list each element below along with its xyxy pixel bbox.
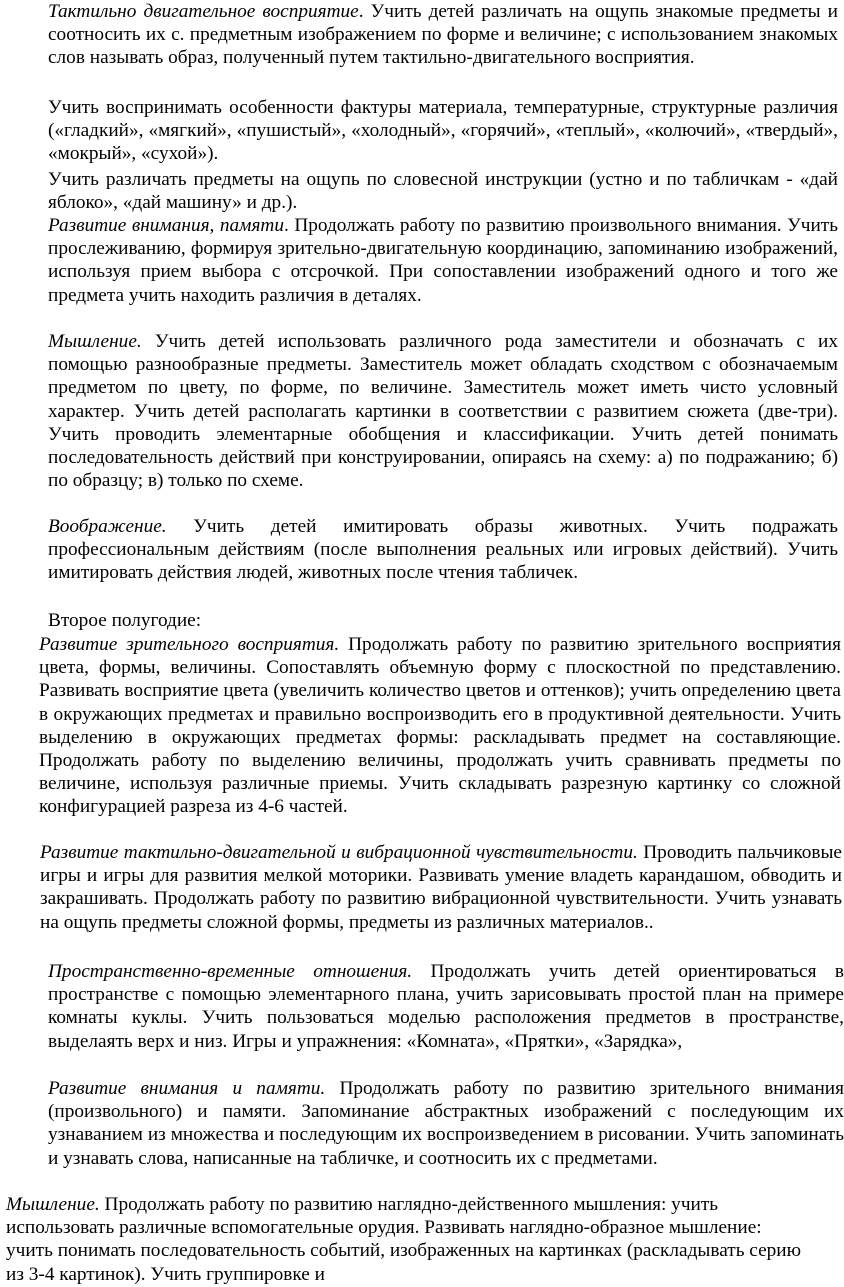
paragraph-heading: Пространственно-временные отношения. (48, 961, 413, 982)
section-heading-text: Второе полугодие: (48, 610, 202, 631)
paragraph-heading: Мышление. (6, 1194, 100, 1215)
paragraph-attention-memory-2 (6, 1077, 844, 1170)
paragraph-text: . Учить детей различать на ощупь знакомые предметы и соотносить их с. предметным изображением по форме и величине; с использованием знакомых слов называть образ, полученный путем тактильно-двигательного восприятия. (48, 1, 838, 69)
paragraph-text: Продолжать работу по развитию наглядно-действенного мышления: учить использовать различные вспомогательные орудия. Развивать наглядно-образное мышление: учить понимать последовательность событий, изображенных на картинках (раскладывать серию из 3-4 картинок). Учить группировке и (6, 1194, 802, 1285)
paragraph-tactile-perception (12, 0, 838, 70)
paragraph-text: Учить воспринимать особенности фактуры материала, температурные, структурные различия («гладкий», «мягкий», «пушистый», «холодный», «горячий», «теплый», «колючий», «твердый», «мокрый», «сухой»). (48, 97, 838, 165)
paragraph-text: Учить детей использовать различного рода заместители и обозначать с их помощью разнообразные предметы. Заместитель может обладать сходством с обозначаемым предметом по цвету, по форме, по величине. Заместитель может иметь чисто условный характер. Учить детей располагать картинки в соответствии с развитием сюжета (две-три). Учить проводить элементарные обобщения и классификации. Учить детей понимать последовательность действий при конструировании, опираясь на схему: а) по подражанию; б) по образцу; в) только по схеме. (48, 331, 838, 492)
paragraph-text: Учить различать предметы на ощупь по словесной инструкции (устно и по табличкам - «дай яблоко», «дай машину» и др.). (48, 169, 838, 214)
paragraph-text: Проводить пальчиковые игры и игры для развития мелкой моторики. Развивать умение владеть карандашом, обводить и закрашивать. Продолжать работу по развитию вибрационной чувствительности. Учить узнавать на ощупь предметы сложной формы, предметы из различных материалов.. (40, 842, 842, 933)
paragraph-text: Учить детей имитировать образы животных. Учить подражать профессиональным действиям (после выполнения реальных или игровых действий). Учить имитировать действия людей, животных после чтения табличек. (48, 516, 838, 584)
paragraph-text: Продолжать работу по развитию зрительного восприятия цвета, формы, величины. Сопоставлять объемную форму с плоскостной по представлению. Развивать восприятие цвета (увеличить количество цветов и оттенков); учить определению цвета в окружающих предметах и правильно воспроизводить его в продуктивной деятельности. Учить выделению в окружающих предметах формы: раскладывать предмет на составляющие. Продолжать работу по выделению величины, продолжать учить сравнивать предметы по величине, используя различные приемы. Учить складывать разрезную картинку со сложной конфигурацией разреза из 4-6 частей. (39, 634, 841, 818)
paragraph-visual-perception (6, 633, 841, 819)
paragraph-heading: Воображение. (48, 516, 167, 537)
paragraph-text: Продолжать работу по развитию зрительного внимания (произвольного) и памяти. Запоминание абстрактных изображений с последующим их узнаванием из множества и последующим их воспроизведением в рисовании. Учить запоминать и узнавать слова, написанные на табличке, и соотносить их с предметами. (48, 1078, 844, 1169)
section-heading-second-half (12, 609, 838, 632)
paragraph-heading: Развитие тактильно-двигательной и вибрационной чувствительности. (40, 842, 638, 863)
paragraph-text: . Продолжать работу по развитию произвольного внимания. Учить прослеживанию, формируя зрительно-двигательную координацию, запоминанию изображений, используя прием выбора с отсрочкой. При сопоставлении изображений одного и того же предмета учить находить различия в деталях. (48, 215, 838, 306)
paragraph-thinking-2 (6, 1193, 808, 1286)
paragraph-thinking (12, 330, 838, 492)
paragraph-heading: Развитие внимания и памяти. (48, 1078, 326, 1099)
paragraph-imagination (12, 515, 838, 585)
paragraph-space-time (6, 960, 844, 1053)
paragraph-heading: Развитие внимания, памяти (48, 215, 284, 236)
paragraph-tactile-vibration (6, 841, 842, 934)
paragraph-heading: Тактильно двигательное восприятие (48, 1, 359, 22)
paragraph-text: Продолжать учить детей ориентироваться в пространстве с помощью элементарного плана, учить зарисовывать простой план на примере комнаты куклы. Учить пользоваться моделью расположения предметов в пространстве, выделаять верх и низ. Игры и упражнения: «Комната», «Прятки», «Зарядка», (48, 961, 844, 1052)
paragraph-heading: Развитие зрительного восприятия. (39, 634, 340, 655)
paragraph-texture (12, 96, 838, 166)
paragraph-attention-memory (12, 214, 838, 307)
paragraph-touch-instruction (12, 168, 838, 214)
paragraph-heading: Мышление. (48, 331, 142, 352)
